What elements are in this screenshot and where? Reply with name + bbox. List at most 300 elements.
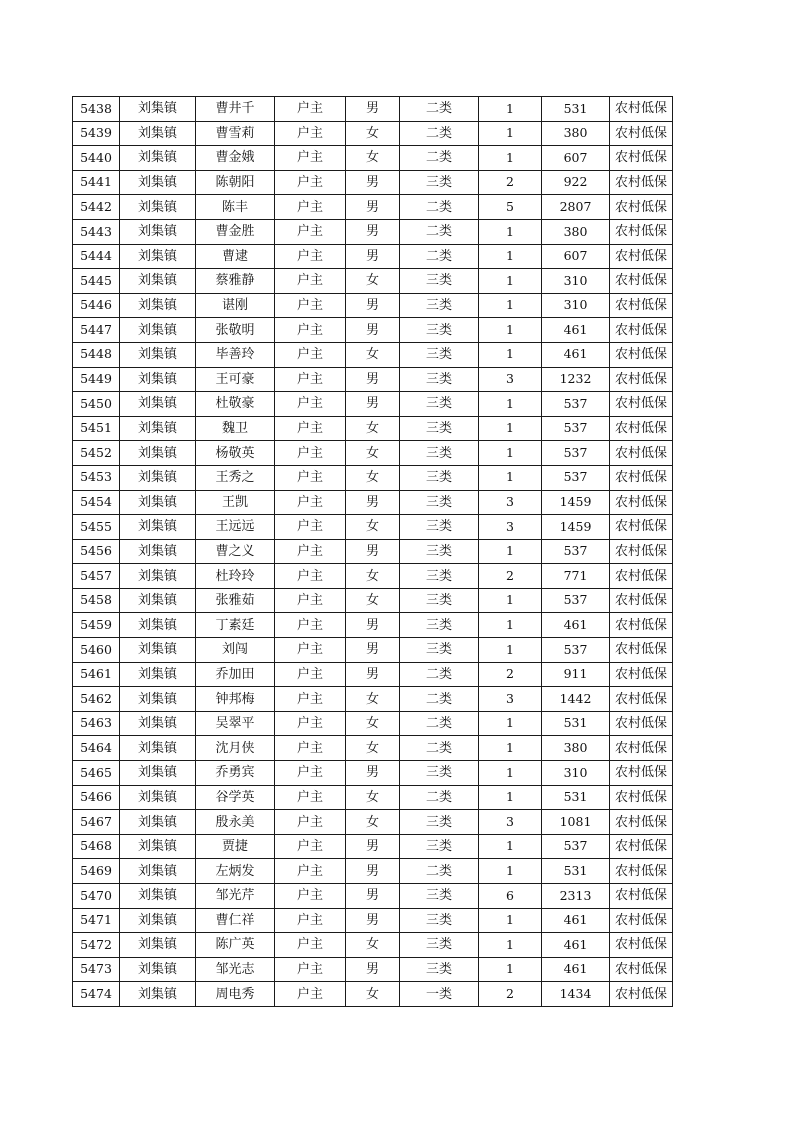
cell-id: 5460 xyxy=(73,638,120,663)
cell-amount: 537 xyxy=(542,638,610,663)
cell-count: 1 xyxy=(479,392,542,417)
cell-category: 三类 xyxy=(400,392,479,417)
cell-role: 户主 xyxy=(275,736,346,761)
cell-category: 二类 xyxy=(400,687,479,712)
cell-role: 户主 xyxy=(275,269,346,294)
cell-count: 1 xyxy=(479,342,542,367)
cell-count: 3 xyxy=(479,810,542,835)
cell-id: 5470 xyxy=(73,884,120,909)
cell-town: 刘集镇 xyxy=(120,342,196,367)
cell-name: 陈广英 xyxy=(196,933,275,958)
cell-count: 1 xyxy=(479,638,542,663)
cell-count: 1 xyxy=(479,293,542,318)
table-row xyxy=(73,982,673,1007)
cell-role: 户主 xyxy=(275,711,346,736)
cell-id: 5438 xyxy=(73,97,120,122)
cell-gender: 女 xyxy=(346,711,400,736)
cell-type: 农村低保 xyxy=(610,293,673,318)
table-row xyxy=(73,244,673,269)
cell-name: 谷学英 xyxy=(196,785,275,810)
cell-gender: 男 xyxy=(346,638,400,663)
cell-gender: 男 xyxy=(346,957,400,982)
cell-count: 1 xyxy=(479,613,542,638)
table-row xyxy=(73,908,673,933)
table-row xyxy=(73,662,673,687)
cell-type: 农村低保 xyxy=(610,490,673,515)
cell-amount: 1081 xyxy=(542,810,610,835)
cell-role: 户主 xyxy=(275,97,346,122)
cell-town: 刘集镇 xyxy=(120,121,196,146)
cell-amount: 461 xyxy=(542,342,610,367)
table-row xyxy=(73,859,673,884)
cell-town: 刘集镇 xyxy=(120,859,196,884)
cell-role: 户主 xyxy=(275,219,346,244)
cell-id: 5471 xyxy=(73,908,120,933)
cell-town: 刘集镇 xyxy=(120,367,196,392)
cell-type: 农村低保 xyxy=(610,785,673,810)
cell-name: 王远远 xyxy=(196,515,275,540)
cell-amount: 911 xyxy=(542,662,610,687)
table-row xyxy=(73,515,673,540)
cell-count: 1 xyxy=(479,711,542,736)
cell-role: 户主 xyxy=(275,121,346,146)
cell-type: 农村低保 xyxy=(610,465,673,490)
cell-gender: 女 xyxy=(346,982,400,1007)
table-row xyxy=(73,490,673,515)
table-row xyxy=(73,170,673,195)
cell-name: 杨敬英 xyxy=(196,441,275,466)
cell-name: 杜玲玲 xyxy=(196,564,275,589)
cell-category: 三类 xyxy=(400,613,479,638)
cell-id: 5455 xyxy=(73,515,120,540)
cell-gender: 男 xyxy=(346,97,400,122)
cell-count: 6 xyxy=(479,884,542,909)
cell-type: 农村低保 xyxy=(610,97,673,122)
cell-name: 曹金胜 xyxy=(196,219,275,244)
cell-type: 农村低保 xyxy=(610,195,673,220)
cell-category: 二类 xyxy=(400,121,479,146)
cell-role: 户主 xyxy=(275,195,346,220)
cell-role: 户主 xyxy=(275,392,346,417)
cell-town: 刘集镇 xyxy=(120,588,196,613)
cell-town: 刘集镇 xyxy=(120,982,196,1007)
cell-gender: 女 xyxy=(346,933,400,958)
cell-type: 农村低保 xyxy=(610,515,673,540)
cell-town: 刘集镇 xyxy=(120,416,196,441)
cell-amount: 461 xyxy=(542,318,610,343)
cell-id: 5466 xyxy=(73,785,120,810)
table-row xyxy=(73,564,673,589)
table-row xyxy=(73,465,673,490)
cell-category: 三类 xyxy=(400,564,479,589)
cell-category: 三类 xyxy=(400,441,479,466)
cell-category: 三类 xyxy=(400,367,479,392)
cell-category: 二类 xyxy=(400,146,479,171)
cell-gender: 男 xyxy=(346,613,400,638)
cell-id: 5442 xyxy=(73,195,120,220)
cell-amount: 531 xyxy=(542,97,610,122)
cell-name: 王秀之 xyxy=(196,465,275,490)
cell-type: 农村低保 xyxy=(610,539,673,564)
cell-id: 5454 xyxy=(73,490,120,515)
table-row xyxy=(73,392,673,417)
cell-category: 二类 xyxy=(400,736,479,761)
cell-name: 曹雪莉 xyxy=(196,121,275,146)
cell-type: 农村低保 xyxy=(610,342,673,367)
cell-type: 农村低保 xyxy=(610,761,673,786)
cell-category: 三类 xyxy=(400,465,479,490)
cell-id: 5465 xyxy=(73,761,120,786)
cell-gender: 女 xyxy=(346,465,400,490)
cell-name: 张雅茹 xyxy=(196,588,275,613)
cell-id: 5446 xyxy=(73,293,120,318)
cell-name: 沈月侠 xyxy=(196,736,275,761)
cell-role: 户主 xyxy=(275,785,346,810)
cell-name: 曹金娥 xyxy=(196,146,275,171)
cell-gender: 女 xyxy=(346,785,400,810)
cell-count: 1 xyxy=(479,416,542,441)
cell-gender: 男 xyxy=(346,908,400,933)
table-row xyxy=(73,736,673,761)
cell-type: 农村低保 xyxy=(610,416,673,441)
cell-type: 农村低保 xyxy=(610,392,673,417)
cell-role: 户主 xyxy=(275,908,346,933)
cell-gender: 男 xyxy=(346,490,400,515)
cell-category: 三类 xyxy=(400,810,479,835)
cell-name: 魏卫 xyxy=(196,416,275,441)
cell-count: 1 xyxy=(479,834,542,859)
cell-gender: 男 xyxy=(346,293,400,318)
cell-category: 三类 xyxy=(400,342,479,367)
cell-count: 2 xyxy=(479,170,542,195)
cell-category: 三类 xyxy=(400,638,479,663)
cell-amount: 310 xyxy=(542,269,610,294)
cell-name: 吴翠平 xyxy=(196,711,275,736)
cell-type: 农村低保 xyxy=(610,244,673,269)
cell-id: 5445 xyxy=(73,269,120,294)
cell-role: 户主 xyxy=(275,244,346,269)
table-row xyxy=(73,121,673,146)
cell-type: 农村低保 xyxy=(610,982,673,1007)
cell-town: 刘集镇 xyxy=(120,613,196,638)
cell-category: 二类 xyxy=(400,859,479,884)
cell-role: 户主 xyxy=(275,342,346,367)
cell-town: 刘集镇 xyxy=(120,490,196,515)
cell-town: 刘集镇 xyxy=(120,564,196,589)
cell-town: 刘集镇 xyxy=(120,465,196,490)
cell-category: 三类 xyxy=(400,539,479,564)
cell-name: 左炳发 xyxy=(196,859,275,884)
cell-amount: 537 xyxy=(542,539,610,564)
cell-category: 三类 xyxy=(400,269,479,294)
cell-amount: 1232 xyxy=(542,367,610,392)
cell-type: 农村低保 xyxy=(610,810,673,835)
table-row xyxy=(73,441,673,466)
cell-id: 5467 xyxy=(73,810,120,835)
cell-gender: 男 xyxy=(346,884,400,909)
table-row xyxy=(73,318,673,343)
cell-type: 农村低保 xyxy=(610,269,673,294)
cell-town: 刘集镇 xyxy=(120,711,196,736)
cell-category: 二类 xyxy=(400,219,479,244)
cell-role: 户主 xyxy=(275,588,346,613)
cell-amount: 537 xyxy=(542,392,610,417)
cell-gender: 男 xyxy=(346,662,400,687)
table-row xyxy=(73,219,673,244)
cell-id: 5452 xyxy=(73,441,120,466)
cell-town: 刘集镇 xyxy=(120,736,196,761)
cell-category: 三类 xyxy=(400,761,479,786)
cell-count: 1 xyxy=(479,121,542,146)
cell-name: 谌刚 xyxy=(196,293,275,318)
cell-id: 5468 xyxy=(73,834,120,859)
table-row xyxy=(73,761,673,786)
cell-gender: 男 xyxy=(346,367,400,392)
cell-count: 5 xyxy=(479,195,542,220)
cell-count: 1 xyxy=(479,441,542,466)
cell-role: 户主 xyxy=(275,810,346,835)
cell-count: 2 xyxy=(479,662,542,687)
cell-town: 刘集镇 xyxy=(120,957,196,982)
cell-name: 乔加田 xyxy=(196,662,275,687)
cell-gender: 女 xyxy=(346,269,400,294)
cell-role: 户主 xyxy=(275,515,346,540)
cell-name: 贾捷 xyxy=(196,834,275,859)
cell-town: 刘集镇 xyxy=(120,539,196,564)
cell-town: 刘集镇 xyxy=(120,908,196,933)
cell-name: 毕善玲 xyxy=(196,342,275,367)
cell-name: 刘闯 xyxy=(196,638,275,663)
cell-id: 5461 xyxy=(73,662,120,687)
table-row xyxy=(73,933,673,958)
cell-type: 农村低保 xyxy=(610,711,673,736)
table-row xyxy=(73,269,673,294)
cell-id: 5443 xyxy=(73,219,120,244)
cell-count: 1 xyxy=(479,219,542,244)
cell-gender: 女 xyxy=(346,416,400,441)
cell-town: 刘集镇 xyxy=(120,170,196,195)
cell-town: 刘集镇 xyxy=(120,293,196,318)
cell-gender: 男 xyxy=(346,318,400,343)
cell-gender: 男 xyxy=(346,219,400,244)
cell-type: 农村低保 xyxy=(610,736,673,761)
cell-category: 三类 xyxy=(400,588,479,613)
cell-gender: 女 xyxy=(346,441,400,466)
cell-role: 户主 xyxy=(275,367,346,392)
cell-amount: 461 xyxy=(542,933,610,958)
cell-category: 三类 xyxy=(400,834,479,859)
cell-category: 二类 xyxy=(400,244,479,269)
cell-amount: 607 xyxy=(542,244,610,269)
cell-amount: 1459 xyxy=(542,515,610,540)
cell-name: 丁素廷 xyxy=(196,613,275,638)
cell-count: 1 xyxy=(479,269,542,294)
cell-gender: 男 xyxy=(346,539,400,564)
cell-gender: 女 xyxy=(346,146,400,171)
cell-id: 5453 xyxy=(73,465,120,490)
cell-name: 王凯 xyxy=(196,490,275,515)
cell-type: 农村低保 xyxy=(610,170,673,195)
cell-gender: 女 xyxy=(346,564,400,589)
table-row xyxy=(73,367,673,392)
cell-role: 户主 xyxy=(275,859,346,884)
cell-category: 三类 xyxy=(400,416,479,441)
cell-count: 3 xyxy=(479,515,542,540)
cell-amount: 461 xyxy=(542,908,610,933)
cell-amount: 531 xyxy=(542,859,610,884)
cell-count: 1 xyxy=(479,785,542,810)
cell-id: 5458 xyxy=(73,588,120,613)
cell-name: 杜敬豪 xyxy=(196,392,275,417)
cell-id: 5439 xyxy=(73,121,120,146)
cell-type: 农村低保 xyxy=(610,146,673,171)
cell-town: 刘集镇 xyxy=(120,195,196,220)
roster-table xyxy=(72,96,673,1007)
table-row xyxy=(73,810,673,835)
cell-id: 5449 xyxy=(73,367,120,392)
cell-type: 农村低保 xyxy=(610,564,673,589)
cell-type: 农村低保 xyxy=(610,662,673,687)
cell-gender: 男 xyxy=(346,244,400,269)
cell-gender: 女 xyxy=(346,810,400,835)
cell-role: 户主 xyxy=(275,834,346,859)
cell-town: 刘集镇 xyxy=(120,785,196,810)
cell-town: 刘集镇 xyxy=(120,810,196,835)
cell-amount: 380 xyxy=(542,121,610,146)
table-row xyxy=(73,539,673,564)
cell-amount: 531 xyxy=(542,785,610,810)
cell-category: 三类 xyxy=(400,933,479,958)
cell-gender: 女 xyxy=(346,736,400,761)
cell-amount: 380 xyxy=(542,219,610,244)
cell-id: 5469 xyxy=(73,859,120,884)
cell-id: 5472 xyxy=(73,933,120,958)
cell-role: 户主 xyxy=(275,170,346,195)
cell-type: 农村低保 xyxy=(610,638,673,663)
cell-count: 2 xyxy=(479,564,542,589)
cell-id: 5448 xyxy=(73,342,120,367)
cell-id: 5464 xyxy=(73,736,120,761)
cell-amount: 380 xyxy=(542,736,610,761)
cell-id: 5457 xyxy=(73,564,120,589)
table-row xyxy=(73,711,673,736)
table-row xyxy=(73,195,673,220)
cell-amount: 461 xyxy=(542,957,610,982)
cell-count: 1 xyxy=(479,146,542,171)
cell-count: 1 xyxy=(479,933,542,958)
cell-count: 2 xyxy=(479,982,542,1007)
cell-id: 5441 xyxy=(73,170,120,195)
cell-role: 户主 xyxy=(275,982,346,1007)
cell-type: 农村低保 xyxy=(610,908,673,933)
cell-count: 1 xyxy=(479,761,542,786)
cell-gender: 女 xyxy=(346,588,400,613)
cell-name: 曹逮 xyxy=(196,244,275,269)
cell-count: 1 xyxy=(479,539,542,564)
cell-name: 王可豪 xyxy=(196,367,275,392)
cell-amount: 1434 xyxy=(542,982,610,1007)
cell-gender: 女 xyxy=(346,687,400,712)
cell-category: 二类 xyxy=(400,711,479,736)
cell-gender: 男 xyxy=(346,392,400,417)
roster-body xyxy=(73,97,673,1007)
table-row xyxy=(73,638,673,663)
cell-gender: 男 xyxy=(346,859,400,884)
cell-amount: 310 xyxy=(542,761,610,786)
cell-id: 5473 xyxy=(73,957,120,982)
cell-gender: 女 xyxy=(346,342,400,367)
cell-id: 5459 xyxy=(73,613,120,638)
cell-role: 户主 xyxy=(275,638,346,663)
cell-role: 户主 xyxy=(275,318,346,343)
cell-count: 3 xyxy=(479,490,542,515)
cell-role: 户主 xyxy=(275,933,346,958)
cell-role: 户主 xyxy=(275,441,346,466)
cell-role: 户主 xyxy=(275,687,346,712)
cell-count: 1 xyxy=(479,318,542,343)
cell-count: 3 xyxy=(479,367,542,392)
cell-category: 三类 xyxy=(400,170,479,195)
cell-category: 三类 xyxy=(400,293,479,318)
table-row xyxy=(73,613,673,638)
table-row xyxy=(73,785,673,810)
cell-count: 1 xyxy=(479,588,542,613)
cell-category: 二类 xyxy=(400,97,479,122)
cell-type: 农村低保 xyxy=(610,859,673,884)
cell-name: 曹仁祥 xyxy=(196,908,275,933)
cell-town: 刘集镇 xyxy=(120,244,196,269)
cell-type: 农村低保 xyxy=(610,318,673,343)
cell-type: 农村低保 xyxy=(610,367,673,392)
cell-role: 户主 xyxy=(275,761,346,786)
cell-town: 刘集镇 xyxy=(120,97,196,122)
cell-town: 刘集镇 xyxy=(120,638,196,663)
cell-type: 农村低保 xyxy=(610,834,673,859)
cell-town: 刘集镇 xyxy=(120,269,196,294)
cell-amount: 310 xyxy=(542,293,610,318)
cell-category: 三类 xyxy=(400,318,479,343)
cell-name: 陈丰 xyxy=(196,195,275,220)
cell-amount: 537 xyxy=(542,465,610,490)
cell-id: 5450 xyxy=(73,392,120,417)
cell-count: 1 xyxy=(479,736,542,761)
cell-town: 刘集镇 xyxy=(120,687,196,712)
cell-role: 户主 xyxy=(275,146,346,171)
cell-role: 户主 xyxy=(275,293,346,318)
cell-count: 1 xyxy=(479,957,542,982)
cell-town: 刘集镇 xyxy=(120,392,196,417)
cell-type: 农村低保 xyxy=(610,957,673,982)
cell-name: 陈朝阳 xyxy=(196,170,275,195)
cell-amount: 2313 xyxy=(542,884,610,909)
cell-id: 5456 xyxy=(73,539,120,564)
cell-id: 5444 xyxy=(73,244,120,269)
cell-name: 周电秀 xyxy=(196,982,275,1007)
cell-category: 三类 xyxy=(400,884,479,909)
cell-town: 刘集镇 xyxy=(120,318,196,343)
cell-id: 5462 xyxy=(73,687,120,712)
cell-gender: 女 xyxy=(346,515,400,540)
cell-name: 钟邦梅 xyxy=(196,687,275,712)
cell-name: 曹之义 xyxy=(196,539,275,564)
cell-type: 农村低保 xyxy=(610,613,673,638)
table-row xyxy=(73,588,673,613)
cell-town: 刘集镇 xyxy=(120,146,196,171)
table-row xyxy=(73,834,673,859)
cell-name: 张敬明 xyxy=(196,318,275,343)
cell-town: 刘集镇 xyxy=(120,515,196,540)
cell-count: 1 xyxy=(479,244,542,269)
